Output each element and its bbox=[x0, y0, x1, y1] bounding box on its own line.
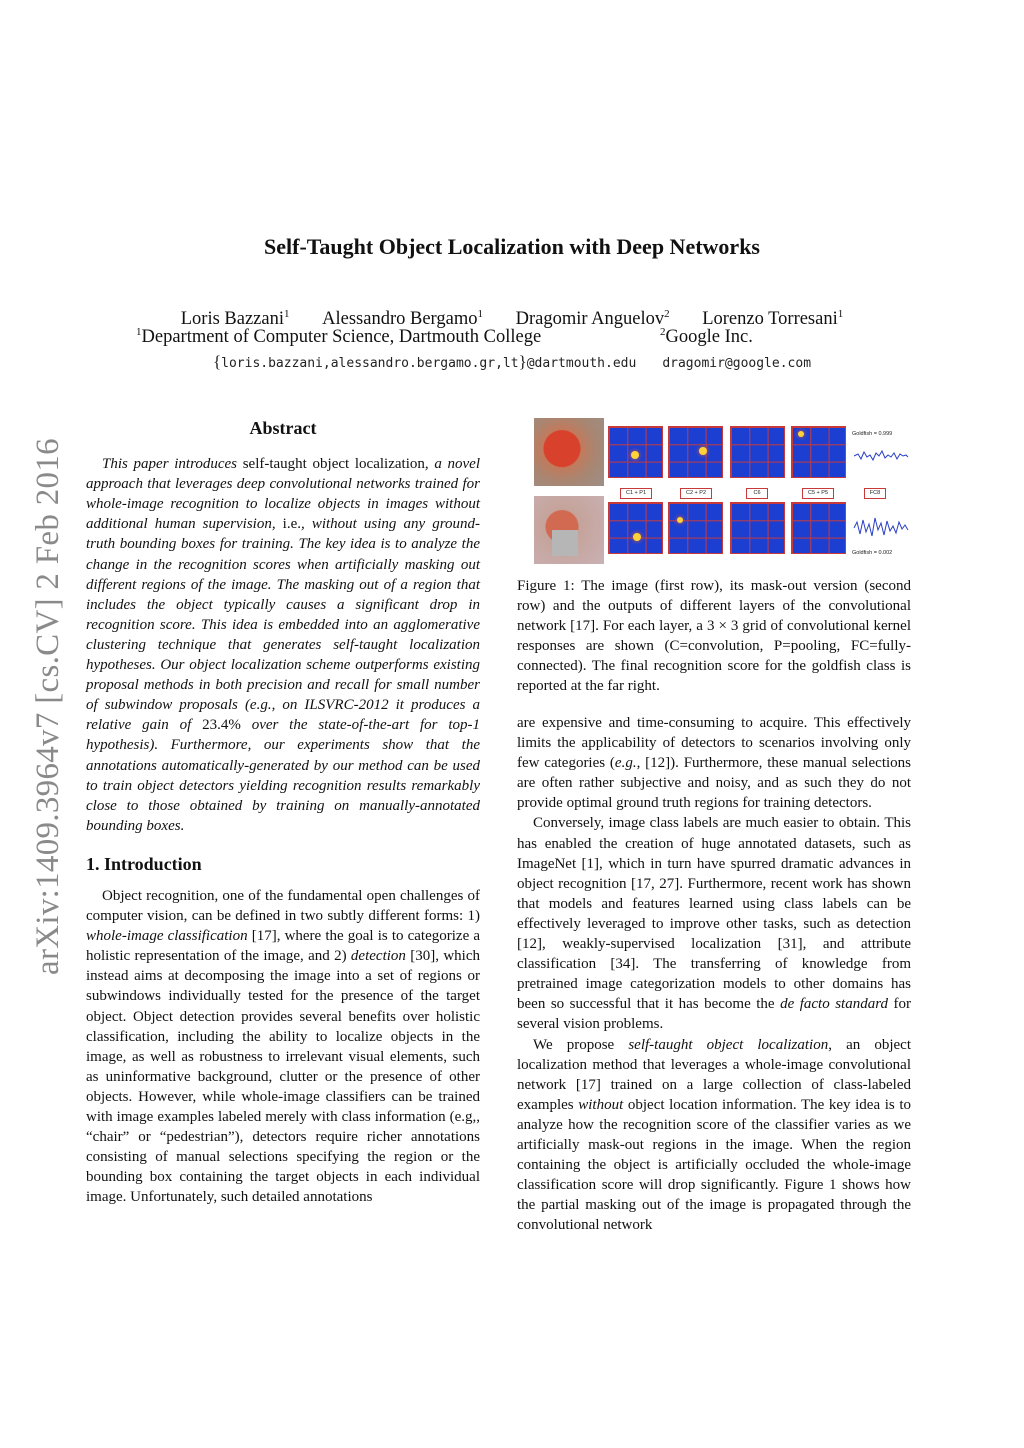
mask-patch bbox=[552, 530, 578, 556]
intro-paragraph-1: Object recognition, one of the fundamental open challenges of computer vision, can be defined in two subtly different forms: 1) whole-image classification [17], where the goal is to categorize a holistic representation of the image, and 2) detection [30], which instead aims at decomposing the image into a set of regions or subwindows individually tested for the presence of the target object. Object detection provides several benefits over holistic classification, including the ability to localize objects in the image, as well as robustness to irrelevant visual elements, such as uninformative background, clutter or the presence of other objects. However, while whole-image classifiers can be trained with image examples labeled merely with class information (e.g,, “chair” or “pedestrian”), detectors require richer annotations consisting of manual selections specifying the region or the bounding box containing the target objects in each individual image. Unfortunately, such detailed annotations bbox=[86, 887, 480, 1206]
layer-response-grid bbox=[730, 426, 785, 478]
layer-response-grid bbox=[668, 502, 723, 554]
abstract-body: This paper introduces self-taught object localization, a novel approach that leverages deep convolutional networks trained for whole-image recognition to localize objects in images without additional human supervision, i.e., without using any ground-truth bounding boxes for training. The key idea is to analyze the change in the recognition scores when artificially masking out different regions of the image. The masking out of a region that includes the object typically causes a significant drop in recognition score. This idea is embedded into an agglomerative clustering technique that generates self-taught localization hypotheses. Our object localization scheme outperforms existing proposal methods in both precision and recall for small number of subwindow proposals (e.g., on ILSVRC-2012 it produces a relative gain of 23.4% over the state-of-the-art for top-1 hypothesis). Furthermore, our experiments show that the annotations automatically-generated by our method can be used to train object detectors yielding recognition results remarkably close to those obtained by training on manually-annotated bounding boxes. bbox=[86, 456, 481, 834]
intro-paragraph-4: We propose self-taught object localization, an object localization method that leverages a whole-image convolutional network [17] trained on a large collection of class-labeled examples without object location information. The key idea is to analyze how the recognition score of the classifier varies as we artificially mask-out regions in the image. When the region containing the object is artificially occluded the whole-image classification score will drop significantly. Figure 1 shows how the partial masking out of the image is propagated through the convolutional network bbox=[517, 1036, 912, 1234]
layer-label: C6 bbox=[746, 488, 768, 499]
author-3: Dragomir Anguelov$^2$ bbox=[515, 308, 670, 330]
figure-1 bbox=[534, 418, 912, 566]
layer-label: C5 + P5 bbox=[802, 488, 834, 499]
score-bottom: Goldfish = 0.002 bbox=[852, 550, 893, 556]
layer-label: C2 + P2 bbox=[680, 488, 712, 499]
author-4: Lorenzo Torresani$^1$ bbox=[702, 308, 844, 330]
layer-response-grid bbox=[668, 426, 723, 478]
layer-response-grid bbox=[608, 426, 663, 478]
layer-response-grid bbox=[730, 502, 785, 554]
figure-1-caption: Figure 1: The image (first row), its mask-out version (second row) and the outputs of different layers of the convolutional network [17]. For each layer, a 3 × 3 grid of convolutional kernel responses are shown (C=convolution, P=pooling, FC=fully-connected). The final recognition score for the goldfish class is reported at the far right. bbox=[517, 578, 911, 695]
email-group: loris.bazzani,alessandro.bergamo.gr,lt bbox=[221, 356, 519, 371]
layer-response-grid bbox=[791, 502, 846, 554]
goldfish-image bbox=[534, 418, 604, 486]
intro-paragraph-3: Conversely, image class labels are much easier to obtain. This has enabled the creation of huge annotated datasets, such as ImageNet [1], which in turn have spurred dramatic advances in object recognition [17, 27]. Furthermore, recent work has shown that models and features learned using class labels can be effectively leveraged to improve other tasks, such as detection [12], weakly-supervised localization [31], and attribute classification [34]. The transferring of knowledge from pretrained image categorization models to other domains has been so successful that it has become the de facto standard for several vision problems. bbox=[517, 815, 912, 1033]
email-google: dragomir@google.com bbox=[662, 356, 812, 371]
affiliation-1: $^1$Department of Computer Science, Dartmouth College bbox=[136, 326, 542, 348]
email-line: {loris.bazzani,alessandro.bergamo.gr,lt}@dartmouth.edu dragomir@google.com bbox=[212, 352, 812, 371]
goldfish-masked-image bbox=[534, 496, 604, 564]
layer-response-grid bbox=[791, 426, 846, 478]
introduction-heading: 1. Introduction bbox=[86, 853, 202, 874]
arxiv-stamp: arXiv:1409.3964v7 [cs.CV] 2 Feb 2016 bbox=[30, 438, 66, 975]
author-1: Loris Bazzani$^1$ bbox=[180, 308, 290, 330]
affiliation-2: $^2$Google Inc. bbox=[660, 326, 753, 348]
right-column bbox=[517, 713, 911, 1235]
score-top: Goldfish = 0.999 bbox=[852, 431, 893, 437]
intro-paragraph-2: are expensive and time-consuming to acquire. This effectively limits the applicability of detectors to scenarios involving only few categories (e.g., [12]). Furthermore, these manual selections are often rather subjective and noisy, and as such they do not provide optimal ground truth regions for training detectors. bbox=[517, 715, 912, 812]
layer-label: FC8 bbox=[864, 488, 886, 499]
layer-label: C1 + P1 bbox=[620, 488, 652, 499]
layer-response-grid bbox=[608, 502, 663, 554]
fc8-response-plot bbox=[852, 502, 910, 554]
author-2: Alessandro Bergamo$^1$ bbox=[322, 308, 483, 330]
abstract-heading: Abstract bbox=[249, 418, 317, 438]
paper-title: Self-Taught Object Localization with Deep Networks bbox=[264, 234, 760, 259]
left-column bbox=[86, 418, 480, 1207]
